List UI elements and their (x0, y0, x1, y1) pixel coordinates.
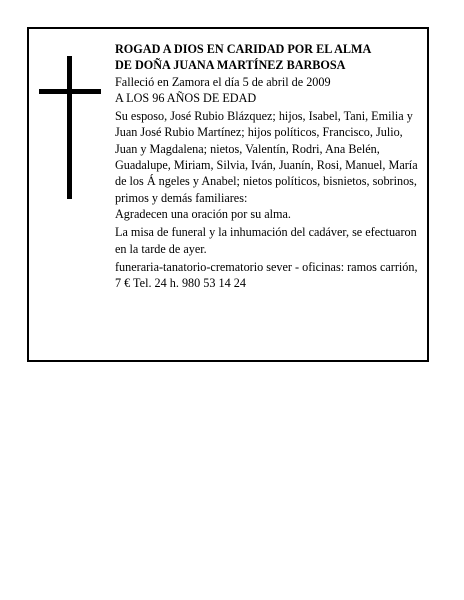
cross-horizontal-bar (39, 89, 101, 94)
family-list: Su esposo, José Rubio Blázquez; hijos, Isabel, Tani, Emilia y Juan José Rubio Martínez; hijos políticos, Francisco, Julio, Juan y Magdalena; nietos, Valentín, Rodri, Ana Belén, Guadalupe, Miriam, Silvia, Iván, Juanín, Rosi, Manuel, María de los Á ngeles y Anabel; nietos políticos, bisnietos, sobrinos, primos y demás familiares: (115, 109, 418, 205)
funeral-home-info: funeraria-tanatorio-crematorio sever - oficinas: ramos carrión, 7 € Tel. 24 h. 980 53 14 24 (115, 259, 418, 291)
prayer-line: Agradecen una oración por su alma. (115, 206, 291, 221)
notice-heading-line1: ROGAD A DIOS EN CARIDAD POR EL ALMA (115, 42, 372, 56)
funeral-info: La misa de funeral y la inhumación del cadáver, se efectuaron en la tarde de ayer. (115, 225, 417, 256)
cross-icon (39, 56, 101, 199)
notice-heading-line2: DE DOÑA JUANA MARTÍNEZ BARBOSA (115, 58, 346, 73)
age-line: A LOS 96 AÑOS DE EDAD (115, 90, 257, 105)
obituary-notice (27, 27, 429, 362)
cross-vertical-bar (67, 56, 72, 199)
notice-text (115, 41, 421, 291)
death-info: Falleció en Zamora el día 5 de abril de 2009 (115, 74, 331, 89)
